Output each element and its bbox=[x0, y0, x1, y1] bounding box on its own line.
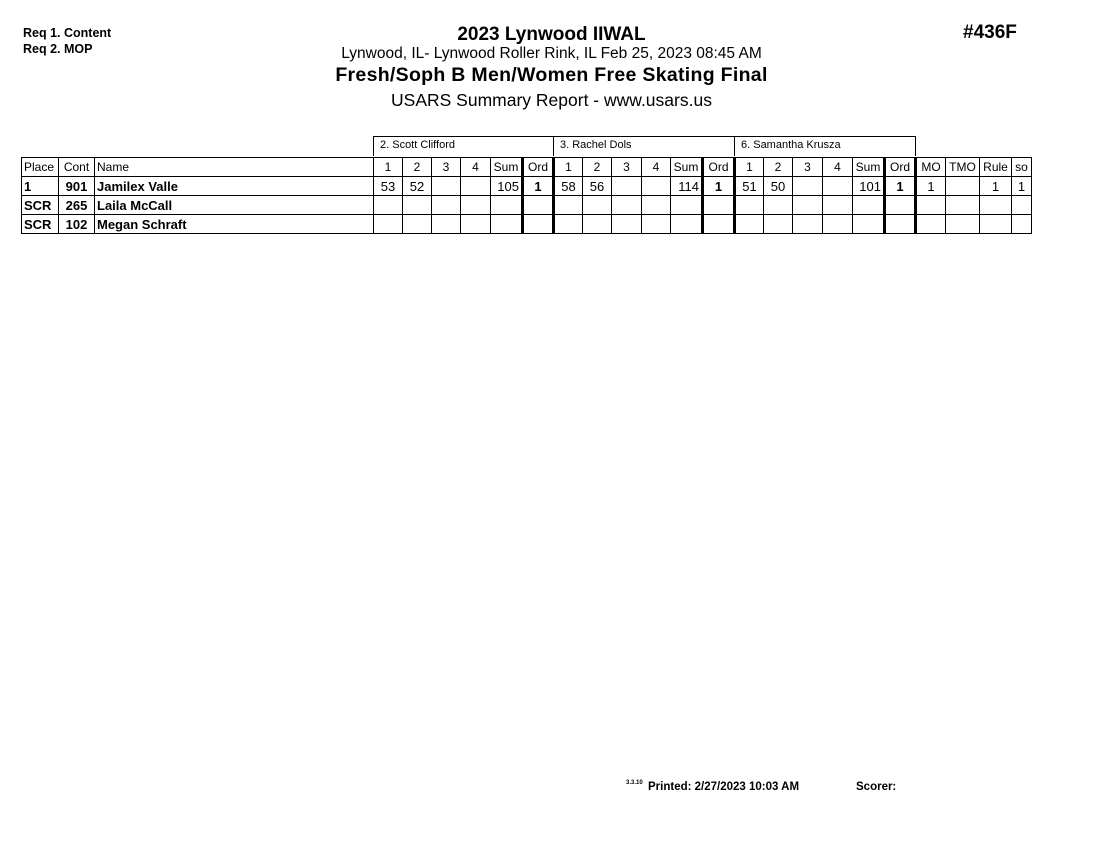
so-cell bbox=[1012, 196, 1032, 215]
col-j1-s3: 3 bbox=[432, 158, 461, 177]
score-2-cell bbox=[764, 215, 793, 234]
col-j3-sum: Sum bbox=[853, 158, 885, 177]
score-1-cell bbox=[374, 215, 403, 234]
event-name: Fresh/Soph B Men/Women Free Skating Final bbox=[335, 64, 768, 86]
score-1-cell bbox=[374, 196, 403, 215]
sum-cell: 101 bbox=[853, 177, 885, 196]
printed-timestamp: Printed: 2/27/2023 10:03 AM bbox=[648, 781, 800, 793]
mo-cell bbox=[916, 215, 946, 234]
score-4-cell bbox=[461, 196, 491, 215]
requirement-1: Req 1. Content bbox=[23, 26, 112, 40]
score-1-cell bbox=[554, 196, 583, 215]
table-row bbox=[22, 215, 1032, 234]
sum-cell bbox=[491, 196, 523, 215]
rule-cell bbox=[980, 215, 1012, 234]
col-j1-sum: Sum bbox=[491, 158, 523, 177]
score-2-cell bbox=[583, 215, 612, 234]
score-4-cell bbox=[823, 177, 853, 196]
sum-cell bbox=[491, 215, 523, 234]
score-2-cell bbox=[583, 196, 612, 215]
col-j3-s2: 2 bbox=[764, 158, 793, 177]
col-j2-s3: 3 bbox=[612, 158, 642, 177]
competition-title: 2023 Lynwood IIWAL bbox=[457, 24, 646, 45]
ord-cell bbox=[523, 196, 554, 215]
name-cell: Laila McCall bbox=[95, 196, 374, 215]
so-cell bbox=[1012, 215, 1032, 234]
sum-cell bbox=[853, 215, 885, 234]
judge-header-3: 6. Samantha Krusza bbox=[734, 136, 916, 156]
score-4-cell bbox=[642, 196, 671, 215]
ord-cell: 1 bbox=[703, 177, 735, 196]
cont-cell: 265 bbox=[59, 196, 95, 215]
col-j1-s1: 1 bbox=[374, 158, 403, 177]
ord-cell bbox=[885, 196, 916, 215]
score-3-cell bbox=[432, 215, 461, 234]
score-2-cell: 50 bbox=[764, 177, 793, 196]
place-cell: 1 bbox=[22, 177, 59, 196]
col-j2-ord: Ord bbox=[703, 158, 735, 177]
score-4-cell bbox=[823, 215, 853, 234]
col-mo: MO bbox=[916, 158, 946, 177]
score-3-cell bbox=[432, 177, 461, 196]
score-1-cell bbox=[554, 215, 583, 234]
mo-cell bbox=[916, 196, 946, 215]
score-3-cell bbox=[612, 196, 642, 215]
col-rule: Rule bbox=[980, 158, 1012, 177]
sum-cell: 105 bbox=[491, 177, 523, 196]
score-2-cell bbox=[403, 215, 432, 234]
ord-cell: 1 bbox=[523, 177, 554, 196]
place-cell: SCR bbox=[22, 215, 59, 234]
col-j3-s3: 3 bbox=[793, 158, 823, 177]
so-cell: 1 bbox=[1012, 177, 1032, 196]
col-place: Place bbox=[22, 158, 59, 177]
scorer-label: Scorer: bbox=[856, 781, 897, 793]
score-2-cell bbox=[764, 196, 793, 215]
score-3-cell bbox=[612, 177, 642, 196]
col-j1-s2: 2 bbox=[403, 158, 432, 177]
judge-header-1: 2. Scott Clifford bbox=[373, 136, 554, 156]
ord-cell bbox=[703, 215, 735, 234]
mo-cell: 1 bbox=[916, 177, 946, 196]
col-j1-s4: 4 bbox=[461, 158, 491, 177]
rule-cell bbox=[980, 196, 1012, 215]
col-name: Name bbox=[95, 158, 374, 177]
place-cell: SCR bbox=[22, 196, 59, 215]
requirement-2: Req 2. MOP bbox=[23, 42, 93, 56]
score-1-cell: 58 bbox=[554, 177, 583, 196]
tmo-cell bbox=[946, 177, 980, 196]
col-tmo: TMO bbox=[946, 158, 980, 177]
col-cont: Cont bbox=[59, 158, 95, 177]
column-header-row bbox=[22, 158, 1032, 177]
location-line: Lynwood, IL- Lynwood Roller Rink, IL Feb 25, 2023 08:45 AM bbox=[341, 45, 762, 62]
score-1-cell bbox=[735, 215, 764, 234]
col-j3-s1: 1 bbox=[735, 158, 764, 177]
col-j3-ord: Ord bbox=[885, 158, 916, 177]
rule-cell: 1 bbox=[980, 177, 1012, 196]
score-4-cell bbox=[461, 215, 491, 234]
report-line: USARS Summary Report - www.usars.us bbox=[391, 90, 712, 110]
score-3-cell bbox=[793, 177, 823, 196]
col-j2-s1: 1 bbox=[554, 158, 583, 177]
col-j2-s2: 2 bbox=[583, 158, 612, 177]
col-so: so bbox=[1012, 158, 1032, 177]
judge-header-2: 3. Rachel Dols bbox=[553, 136, 735, 156]
score-1-cell: 53 bbox=[374, 177, 403, 196]
name-cell: Megan Schraft bbox=[95, 215, 374, 234]
score-3-cell bbox=[793, 215, 823, 234]
sum-cell bbox=[671, 215, 703, 234]
score-3-cell bbox=[612, 215, 642, 234]
score-3-cell bbox=[432, 196, 461, 215]
ord-cell bbox=[703, 196, 735, 215]
cont-cell: 102 bbox=[59, 215, 95, 234]
score-2-cell bbox=[403, 196, 432, 215]
score-1-cell bbox=[735, 196, 764, 215]
score-4-cell bbox=[461, 177, 491, 196]
score-4-cell bbox=[642, 215, 671, 234]
table-row bbox=[22, 177, 1032, 196]
version-label: 3.3.10 bbox=[626, 780, 643, 786]
score-2-cell: 56 bbox=[583, 177, 612, 196]
sum-cell bbox=[671, 196, 703, 215]
sum-cell: 114 bbox=[671, 177, 703, 196]
col-j2-s4: 4 bbox=[642, 158, 671, 177]
ord-cell bbox=[523, 215, 554, 234]
col-j2-sum: Sum bbox=[671, 158, 703, 177]
col-j3-s4: 4 bbox=[823, 158, 853, 177]
event-number: #436F bbox=[963, 22, 1017, 43]
tmo-cell bbox=[946, 196, 980, 215]
score-3-cell bbox=[793, 196, 823, 215]
score-4-cell bbox=[823, 196, 853, 215]
score-4-cell bbox=[642, 177, 671, 196]
ord-cell bbox=[885, 215, 916, 234]
table-row bbox=[22, 196, 1032, 215]
cont-cell: 901 bbox=[59, 177, 95, 196]
name-cell: Jamilex Valle bbox=[95, 177, 374, 196]
sum-cell bbox=[853, 196, 885, 215]
score-2-cell: 52 bbox=[403, 177, 432, 196]
results-table bbox=[21, 157, 1032, 234]
col-j1-ord: Ord bbox=[523, 158, 554, 177]
score-1-cell: 51 bbox=[735, 177, 764, 196]
tmo-cell bbox=[946, 215, 980, 234]
ord-cell: 1 bbox=[885, 177, 916, 196]
